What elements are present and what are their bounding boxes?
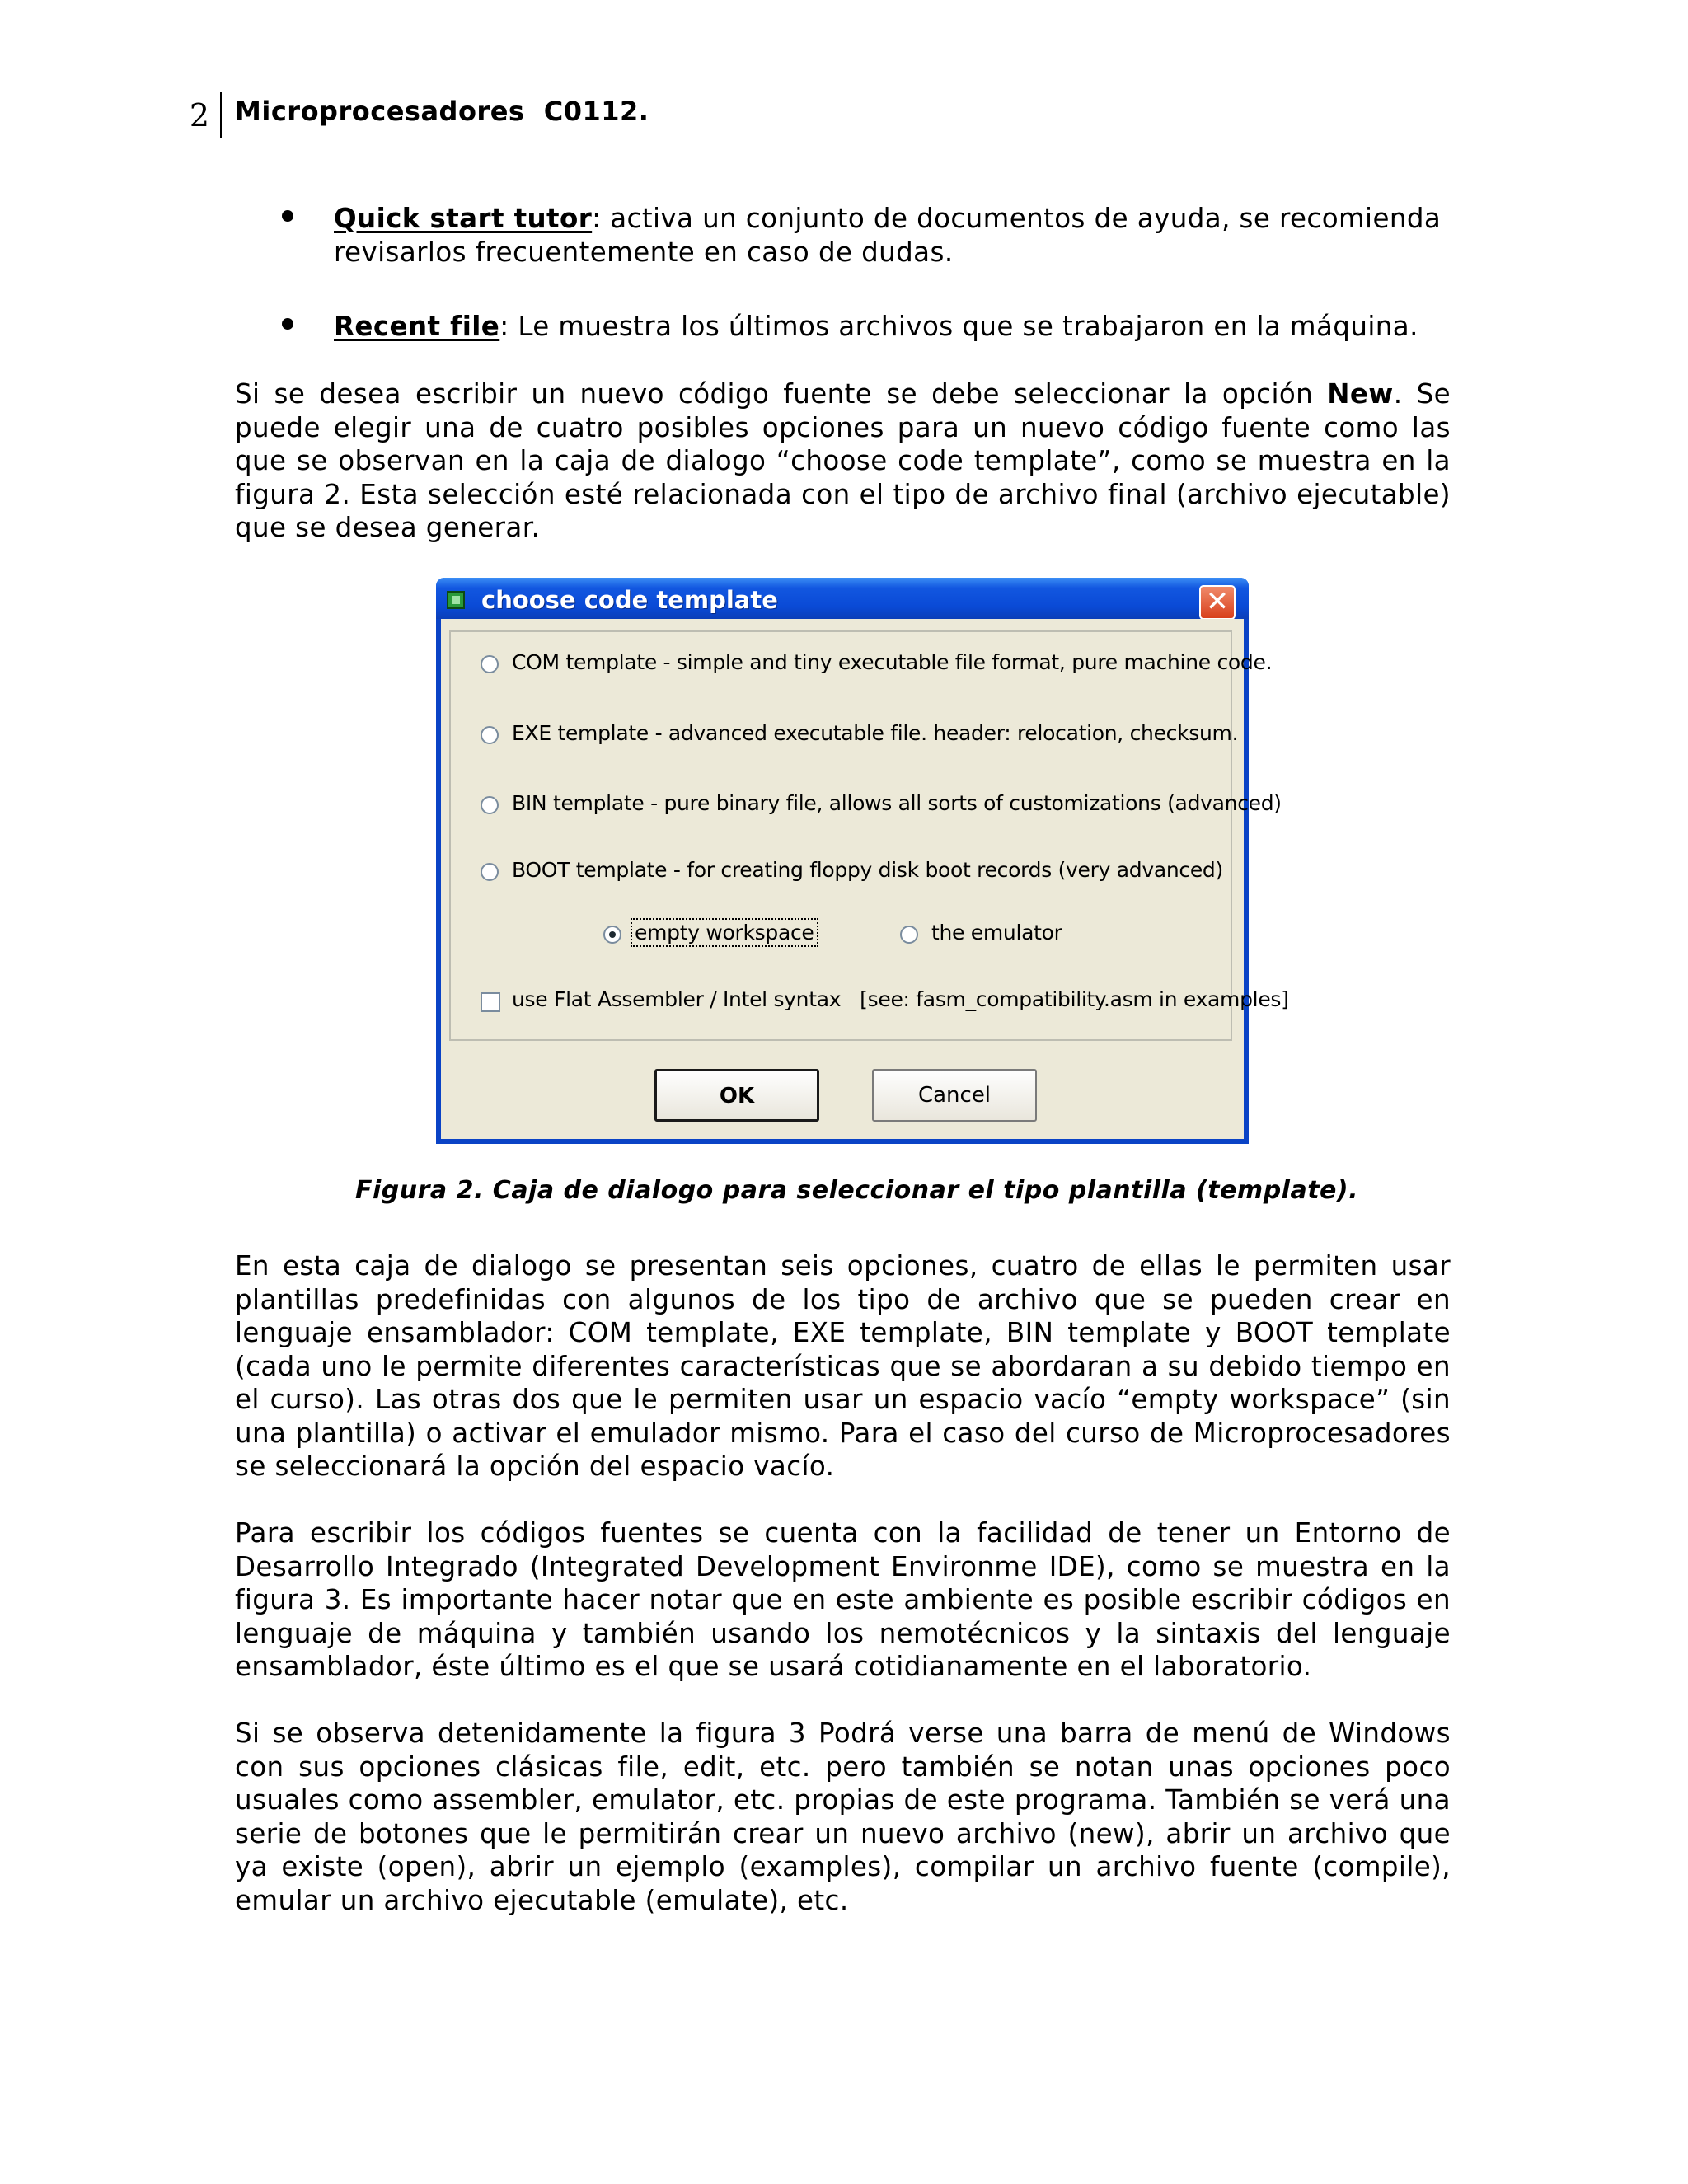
bullet-description: : Le muestra los últimos archivos que se trabajaron en la máquina. xyxy=(499,311,1418,342)
bullet-term: Quick start tutor xyxy=(334,203,593,234)
flat-assembler-checkbox[interactable] xyxy=(481,992,500,1012)
close-button[interactable]: ✕ xyxy=(1199,585,1236,620)
new-keyword: New xyxy=(1327,378,1394,410)
bullet-quick-start xyxy=(286,202,1451,269)
option-label: empty workspace xyxy=(635,921,814,944)
paragraph-menu-bar: Si se observa detenidamente la figura 3 Podrá verse una barra de menú de Windows con sus opciones clásicas file, edit, etc. pero también se notan unas opciones poco usuales como assembler, emulator, etc. propias de este programa. También se verá una serie de botones que le permitirán crear un nuevo archivo (new), abrir un archivo que ya existe (open), abrir un ejemplo (examples), compilar un archivo fuente (compile), emular un archivo ejecutable (emulate), etc. xyxy=(235,1718,1451,1916)
bullet-icon xyxy=(282,210,293,222)
option-label: the emulator xyxy=(931,921,1062,944)
radio-the-emulator[interactable] xyxy=(900,926,918,944)
option-label: BIN template - pure binary file, allows all sorts of customizations (advanced) xyxy=(512,791,1282,815)
bullet-description: : activa un conjunto de documentos de ayuda, se recomienda revisarlos frecuentemente en caso de dudas. xyxy=(334,203,1442,268)
paragraph-dialog-options: En esta caja de dialogo se presentan seis opciones, cuatro de ellas le permiten usar plantillas predefinidas con algunos de los tipo de archivo que se pueden crear en lenguaje ensamblador: COM template, EXE template, BIN template y BOOT template (cada uno le permite diferentes características que se abordaran a su debido tiempo en el curso). Las otras dos que le permiten usar un espacio vacío “empty workspace” (sin una plantilla) o activar el emulador mismo. Para el caso del curso de Microprocesadores se seleccionará la opción del espacio vacío. xyxy=(235,1250,1451,1482)
figure-caption: Figura 2. Caja de dialogo para seleccionar el tipo plantilla (template). xyxy=(355,1176,1358,1205)
radio-empty-workspace[interactable] xyxy=(603,926,621,944)
bullet-icon xyxy=(282,318,293,330)
cancel-button[interactable]: Cancel xyxy=(872,1069,1037,1122)
choose-code-template-dialog xyxy=(436,578,1289,1144)
ok-button[interactable]: OK xyxy=(654,1069,819,1122)
chip-icon xyxy=(447,591,465,609)
radio-bin-template[interactable] xyxy=(481,796,499,814)
radio-boot-template[interactable] xyxy=(481,863,499,881)
radio-com-template[interactable] xyxy=(481,655,499,673)
option-label: EXE template - advanced executable file. header: relocation, checksum. xyxy=(512,721,1239,745)
option-label: BOOT template - for creating floppy disk boot records (very advanced) xyxy=(512,858,1223,882)
dialog-titlebar xyxy=(436,578,1249,619)
dialog-body xyxy=(441,619,1289,1139)
header-title: Microprocesadores C0112. xyxy=(235,96,649,127)
dialog-title: choose code template xyxy=(481,586,778,614)
paragraph-new-option xyxy=(235,377,1451,545)
radio-exe-template[interactable] xyxy=(481,726,499,744)
header-divider xyxy=(220,92,222,138)
option-label: COM template - simple and tiny executable file format, pure machine code. xyxy=(512,650,1273,674)
paragraph-text: . Se puede elegir una de cuatro posibles opciones para un nuevo código fuente como las que se observan en la caja de dialogo “choose code template”, como se muestra en la figura 2. Esta selección esté relacionada con el tipo de archivo final (archivo ejecutable) que se desea generar. xyxy=(235,378,1451,543)
page-number: 2 xyxy=(189,97,209,134)
paragraph-ide: Para escribir los códigos fuentes se cuenta con la facilidad de tener un Entorno de Desarrollo Integrado (Integrated Development Environme IDE), como se muestra en la figura 3. Es importante hacer notar que en este ambiente es posible escribir códigos en lenguaje de máquina y también usando los nemotécnicos y la sintaxis del lenguaje ensamblador, éste último es el que se usará cotidianamente en el laboratorio. xyxy=(235,1517,1451,1682)
bullet-recent-file xyxy=(286,310,1451,344)
paragraph-text: Si se desea escribir un nuevo código fuente se debe seleccionar la opción xyxy=(235,378,1328,410)
template-options-group xyxy=(449,630,1289,1041)
option-label: use Flat Assembler / Intel syntax [see: fasm_compatibility.asm in examples] xyxy=(512,987,1289,1011)
bullet-term: Recent file xyxy=(334,311,500,342)
